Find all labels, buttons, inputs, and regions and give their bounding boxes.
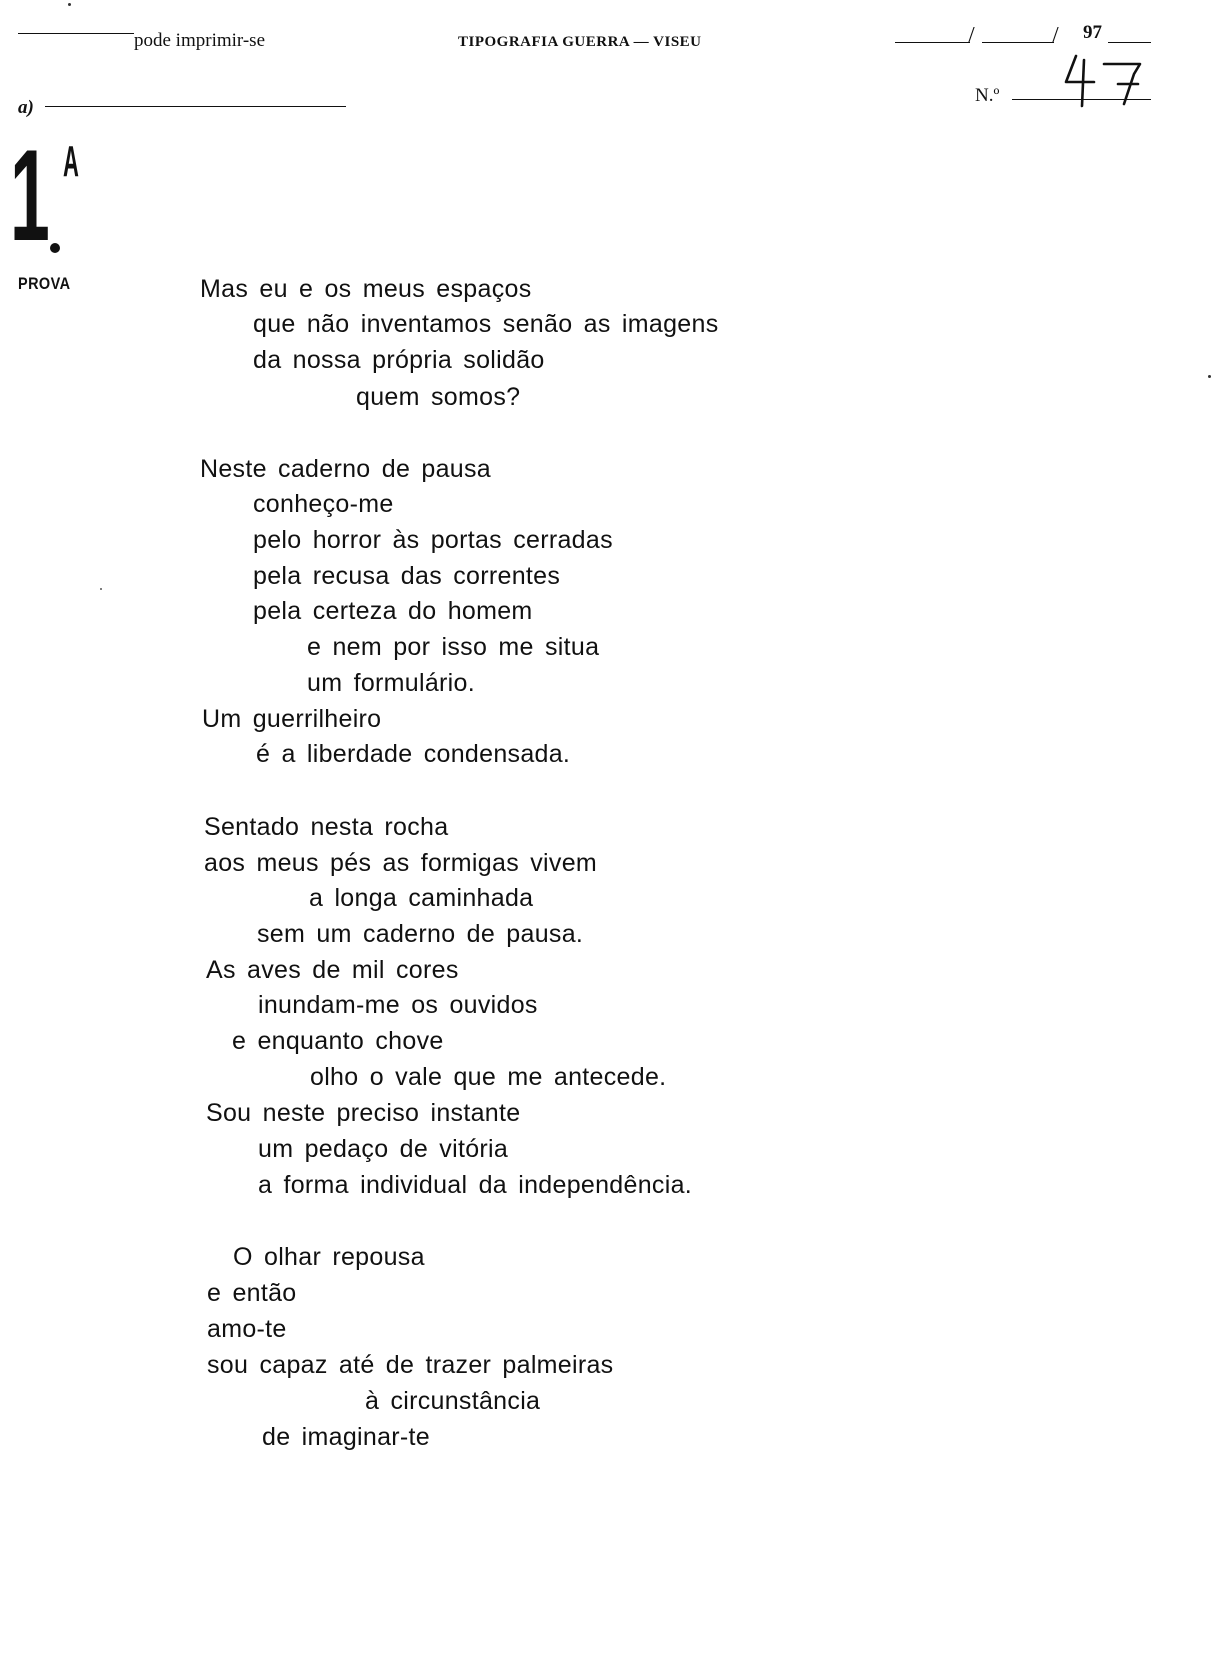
date-month-line <box>982 42 1054 43</box>
poem-line: conheço-me <box>253 490 394 518</box>
poem-line: um pedaço de vitória <box>258 1135 509 1163</box>
poem-line: quem somos? <box>356 383 521 411</box>
poem-line: Sentado nesta rocha <box>204 813 449 841</box>
stray-mark <box>68 3 71 6</box>
poem-line: que não inventamos senão as imagens <box>253 310 719 338</box>
approval-signature-line <box>18 33 134 34</box>
proof-label: PROVA <box>18 274 71 293</box>
poem-line: à circunstância <box>365 1387 541 1415</box>
date-separator-1: / <box>968 23 975 49</box>
poem-line: é a liberdade condensada. <box>256 740 571 768</box>
poem-line: de imaginar-te <box>262 1423 431 1451</box>
date-year-line <box>1108 42 1151 43</box>
poem-line: inundam-me os ouvidos <box>258 991 538 1019</box>
proof-numeral-dot <box>50 243 60 253</box>
poem-line: Mas eu e os meus espaços <box>200 275 532 303</box>
a-line <box>45 106 346 107</box>
a-label: a) <box>18 97 34 118</box>
poem-line: O olhar repousa <box>233 1243 425 1271</box>
approval-label: pode imprimir-se <box>134 30 266 51</box>
poem-line: e então <box>207 1279 297 1307</box>
poem-line: Sou neste preciso instante <box>206 1099 521 1127</box>
date-day-line <box>895 42 970 43</box>
poem-line: pela certeza do homem <box>253 597 533 625</box>
poem-line: sem um caderno de pausa. <box>257 920 584 948</box>
date-year: 97 <box>1083 22 1102 43</box>
number-label: N.º <box>975 85 1000 106</box>
poem-line: e enquanto chove <box>232 1027 444 1055</box>
date-separator-2: / <box>1052 23 1059 49</box>
poem-line: pelo horror às portas cerradas <box>253 526 613 554</box>
printer-name: TIPOGRAFIA GUERRA — VISEU <box>458 34 702 50</box>
poem-line: Um guerrilheiro <box>202 705 382 733</box>
stray-mark <box>1208 375 1211 378</box>
poem-line: As aves de mil cores <box>206 956 459 984</box>
poem-line: aos meus pés as formigas vivem <box>204 849 598 877</box>
poem-line: Neste caderno de pausa <box>200 455 492 483</box>
poem-line: a forma individual da independência. <box>258 1171 693 1199</box>
proof-superscript: A <box>63 137 79 186</box>
proof-numeral: 1 <box>10 122 50 268</box>
poem-line: a longa caminhada <box>309 884 534 912</box>
poem-line: pela recusa das correntes <box>253 562 561 590</box>
poem-line: olho o vale que me antecede. <box>310 1063 667 1091</box>
poem-line: sou capaz até de trazer palmeiras <box>207 1351 614 1379</box>
poem-line: e nem por isso me situa <box>307 633 600 661</box>
poem-line: um formulário. <box>307 669 475 697</box>
poem-line: da nossa própria solidão <box>253 346 545 374</box>
stray-mark <box>100 588 102 590</box>
handwritten-number <box>1060 48 1150 108</box>
poem-line: amo-te <box>207 1315 287 1343</box>
